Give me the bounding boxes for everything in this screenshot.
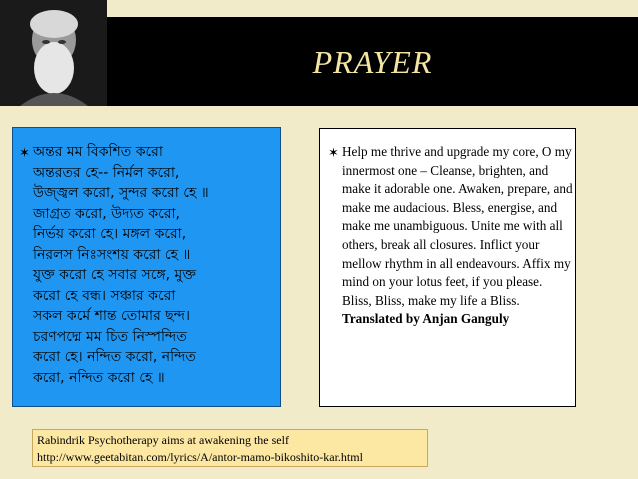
bengali-lyrics-panel [12, 127, 281, 407]
bengali-lyrics-text: অন্তর মম বিকশিত করো অন্তরতর হে-- নির্মল করো, উজ্জ্বল করো, সুন্দর করো হে ॥ জাগ্রত করো, উদ্যত করো, নির্ভয় করো হে। মঙ্গল করো, নিরলস নিঃসংশয় করো হে ॥ যুক্ত করো হে সবার সঙ্গে, মুক্ত করো হে বন্ধ। সঞ্চার করো সকল কর্মে শান্ত তোমার ছন্দ। চরণপদ্মে মম চিত নিস্পন্দিত করো হে। নন্দিত করো, নন্দিত করো, নন্দিত করো হে ॥ [33, 144, 209, 386]
footer-note [32, 429, 428, 467]
slide-title: PRAYER [312, 44, 433, 80]
portrait-photo-icon [0, 0, 107, 106]
translation-panel [319, 128, 576, 407]
translation-text-block [342, 143, 574, 329]
translation-text: Help me thrive and upgrade my core, O my innermost one – Cleanse, brighten, and make it adorable one. Awaken, prepare, and make me audacious. Bless, energise, and make me unambiguous. Unite me with all others, break all closures. Inflict your mellow rhythm in all endeavours. Affix my mind on your lotus feet, if you please. Bliss, Bliss, make my life a Bliss. [342, 144, 573, 308]
footer-caption: Rabindrik Psychotherapy aims at awakening the self [37, 433, 289, 447]
star-bullet-icon: ✶ [19, 146, 30, 161]
footer-source-link[interactable]: http://www.geetabitan.com/lyrics/A/antor-mamo-bikoshito-kar.html [37, 450, 363, 464]
portrait-photo [0, 0, 107, 106]
star-bullet-icon: ✶ [328, 146, 339, 161]
translator-credit: Translated by Anjan Ganguly [342, 311, 510, 327]
